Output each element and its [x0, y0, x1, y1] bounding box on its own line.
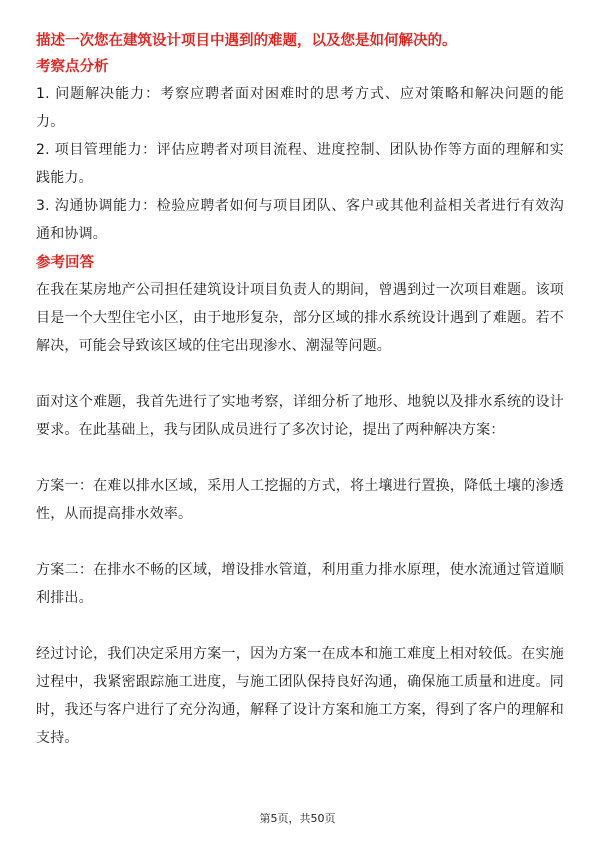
paragraph-gap [36, 528, 564, 556]
answer-paragraph-2: 面对这个难题，我首先进行了实地考察，详细分析了地形、地貌以及排水系统的设计要求。在此基础上，我与团队成员进行了多次讨论，提出了两种解决方案： [36, 394, 564, 438]
analysis-point-3: 3. 沟通协调能力：检验应聘者如何与项目团队、客户或其他利益相关者进行有效沟通和协调。 [36, 198, 564, 242]
paragraph-gap [36, 444, 564, 472]
answer-paragraph-3: 方案一：在难以排水区域，采用人工挖掘的方式，将土壤进行置换，降低土壤的渗透性，从而提高排水效率。 [36, 478, 564, 522]
answer-paragraph-5: 经过讨论，我们决定采用方案一，因为方案一在成本和施工难度上相对较低。在实施过程中，我紧密跟踪施工进度，与施工团队保持良好沟通，确保施工质量和进度。同时，我还与客户进行了充分沟通，解释了设计方案和施工方案，得到了客户的理解和支持。 [36, 646, 564, 746]
answer-paragraph-1: 在我在某房地产公司担任建筑设计项目负责人的期间，曾遇到过一次项目难题。该项目是一个大型住宅小区，由于地形复杂，部分区域的排水系统设计遇到了难题。若不解决，可能会导致该区域的住宅出现渗水、潮湿等问题。 [36, 282, 564, 354]
answer-paragraph-4: 方案二：在排水不畅的区域，增设排水管道，利用重力排水原理，使水流通过管道顺利排出。 [36, 562, 564, 606]
analysis-point-1: 1. 问题解决能力：考察应聘者面对困难时的思考方式、应对策略和解决问题的能力。 [36, 86, 564, 130]
document-page [36, 30, 564, 752]
paragraph-gap [36, 612, 564, 640]
answer-heading: 参考回答 [36, 255, 94, 271]
question-title: 描述一次您在建筑设计项目中遇到的难题，以及您是如何解决的。 [36, 33, 457, 49]
page-number: 第5页，共50页 [259, 812, 336, 825]
analysis-point-2: 2. 项目管理能力：评估应聘者对项目流程、进度控制、团队协作等方面的理解和实践能力。 [36, 142, 564, 186]
paragraph-gap [36, 360, 564, 388]
analysis-heading: 考察点分析 [36, 59, 109, 75]
